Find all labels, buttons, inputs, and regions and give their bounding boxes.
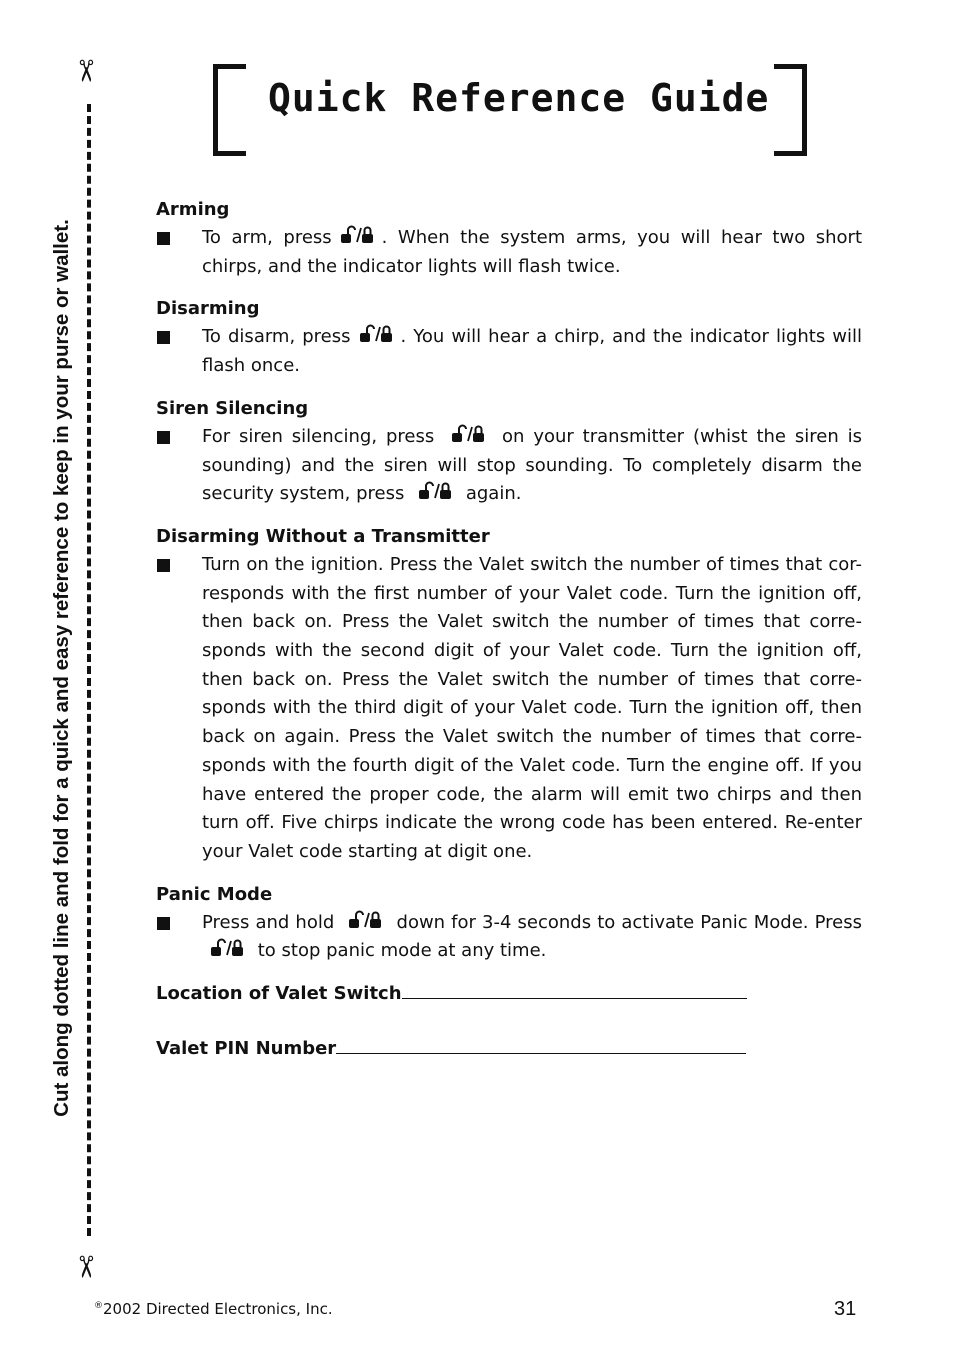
section-arming — [156, 196, 862, 281]
write-in-line — [402, 980, 747, 999]
list-item: For siren silencing, press on your transmitter (whist the siren is sounding) and the siren will stop sounding. To completely disarm the security system, press again. — [156, 423, 862, 509]
reference-content — [156, 196, 862, 1063]
lock-unlock-button-icon — [340, 225, 374, 245]
lock-unlock-button-icon — [348, 910, 382, 930]
field-label: Location of Valet Switch — [156, 983, 402, 1005]
field-label: Valet PIN Number — [156, 1037, 337, 1059]
bullet — [157, 431, 170, 444]
scissors-icon: ✂ — [67, 1254, 103, 1280]
section-siren-silencing — [156, 395, 862, 509]
page-number: 31 — [834, 1298, 857, 1320]
section-disarming-without-transmitter — [156, 523, 862, 867]
list-item: To arm, press . When the system arms, you will hear two short chirps, and the indicator lights will flash twice. — [156, 224, 862, 281]
section-heading: Siren Silencing — [156, 397, 309, 419]
title-bracket-right — [774, 64, 807, 156]
section-heading: Arming — [156, 199, 230, 220]
write-in-line — [336, 1035, 746, 1054]
bullet — [157, 232, 170, 245]
title-bracket-left — [213, 64, 246, 156]
section-disarming — [156, 295, 862, 380]
list-item: Turn on the ignition. Press the Valet switch the number of times that cor-responds with the first number of your Valet code. Turn the ignition off, then back on. Press the Valet switch the number of times that corre-sponds with the second digit of your Valet code. Turn the ignition off, then back on. Press the Valet switch the number of times that corre-sponds with the third digit of your Valet code. Turn the ignition off, then back on again. Press the Valet switch the number of times that corre-sponds with the fourth digit of the Valet code. Turn the engine off. If you have entered the proper code, the alarm will emit two chirps and then turn off. Five chirps indicate the wrong code has been entered. Re-enter your Valet code starting at digit one. — [156, 551, 862, 867]
section-heading: Panic Mode — [156, 883, 273, 905]
lock-unlock-button-icon — [418, 481, 452, 501]
lock-unlock-button-icon — [359, 324, 393, 344]
bullet — [157, 917, 170, 930]
lock-unlock-button-icon — [210, 938, 244, 958]
section-heading: Disarming — [156, 298, 260, 320]
dotted-cut-line — [87, 104, 91, 1236]
list-item: Press and hold down for 3-4 seconds to activate Panic Mode. Press to stop panic mode at any time. — [156, 909, 862, 966]
list-item: To disarm, press . You will hear a chirp, and the indicator lights will flash once. — [156, 323, 862, 380]
valet-pin-field — [156, 1035, 862, 1064]
lock-unlock-button-icon — [451, 424, 485, 444]
copyright: ®2002 Directed Electronics, Inc. — [94, 1300, 333, 1318]
bullet — [157, 331, 170, 344]
bullet — [157, 559, 170, 572]
section-heading: Disarming Without a Transmitter — [156, 525, 490, 547]
cut-instruction: Cut along dotted line and fold for a quick and easy reference to keep in your purse or wallet. — [50, 219, 73, 1117]
section-panic-mode — [156, 881, 862, 966]
valet-location-field — [156, 980, 862, 1009]
page-title: Quick Reference Guide — [268, 76, 770, 120]
scissors-icon: ✂ — [67, 58, 103, 84]
